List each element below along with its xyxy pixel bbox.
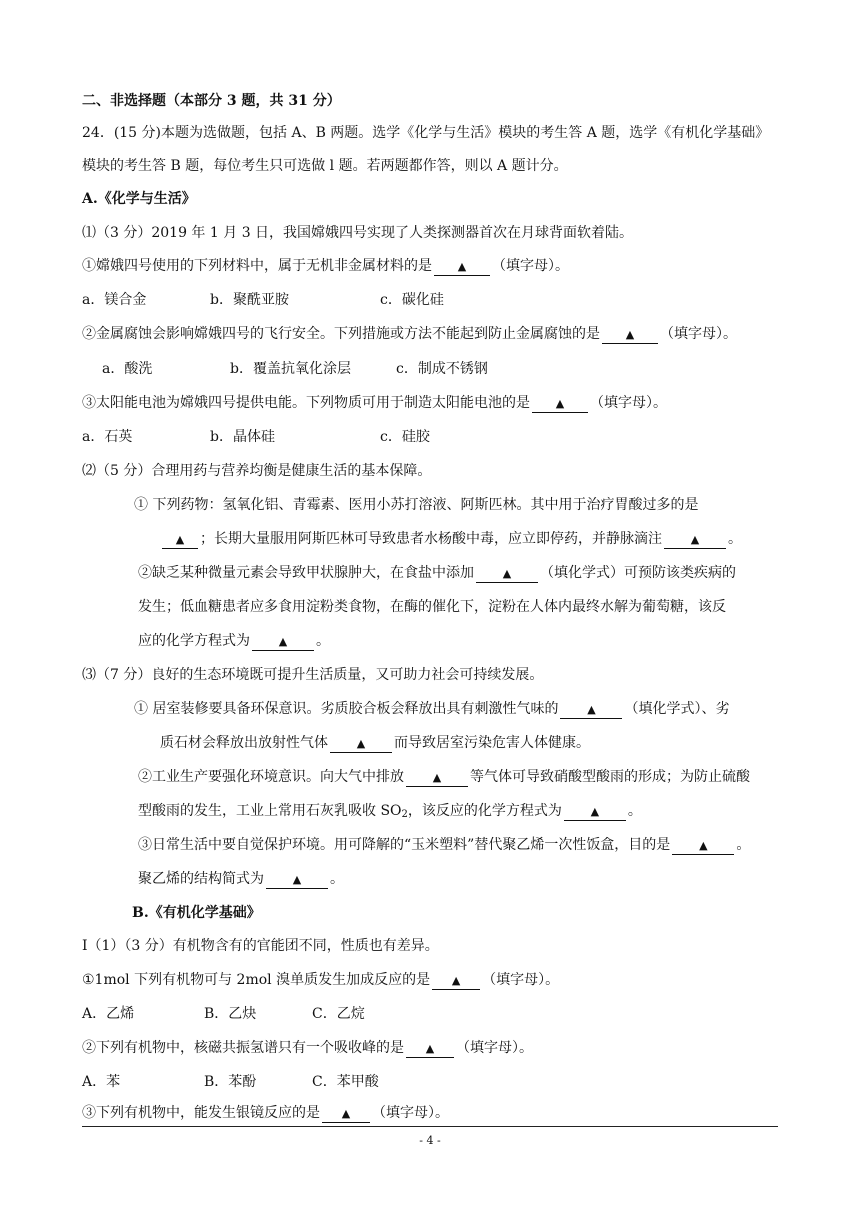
a-q2-2-line-2: 发生；低血糖患者应多食用淀粉类食物，在酶的催化下，淀粉在人体内最终水解为葡萄糖，该反 bbox=[138, 599, 726, 615]
option-c: c．碳化硅 bbox=[380, 292, 444, 308]
a-q1-2-text: ②金属腐蚀会影响嫦娥四号的飞行安全。下列措施或方法不能起到防止金属腐蚀的是 bbox=[82, 326, 600, 342]
answer-blank[interactable]: ▲ bbox=[252, 634, 314, 651]
answer-blank[interactable]: ▲ bbox=[406, 1041, 454, 1058]
a-q3-2-line-1 bbox=[138, 767, 750, 787]
answer-blank[interactable]: ▲ bbox=[330, 736, 392, 753]
a-q3-3-line-2 bbox=[138, 869, 344, 889]
a-q1-3-text: ③太阳能电池为嫦娥四号提供电能。下列物质可用于制造太阳能电池的是 bbox=[82, 395, 530, 411]
option-a: a．酸洗 bbox=[102, 361, 153, 377]
a-q2-2-line-3 bbox=[138, 631, 330, 651]
b-q1-2-text: ②下列有机物中，核磁共振氢谱只有一个吸收峰的是 bbox=[82, 1040, 404, 1056]
option-a: a．石英 bbox=[82, 429, 133, 445]
b-q1-1-hint: （填字母）。 bbox=[482, 972, 560, 988]
a-q3-2-line-2 bbox=[138, 801, 642, 821]
option-b: B．苯酚 bbox=[204, 1074, 257, 1090]
a-q3-2-text-3: 型酸雨的发生，工业上常用石灰乳吸收 SO bbox=[138, 803, 402, 819]
a-q2-2-hint: （填化学式）可预防该类疾病的 bbox=[540, 565, 736, 581]
option-c: c．硅胶 bbox=[380, 429, 430, 445]
a-q2-1-line-1: ① 下列药物：氢氧化铝、青霉素、医用小苏打溶液、阿斯匹林。其中用于治疗胃酸过多的是 bbox=[134, 497, 699, 513]
answer-blank[interactable]: ▲ bbox=[162, 532, 198, 549]
a-q2-2-eq-text: 应的化学方程式为 bbox=[138, 633, 250, 649]
answer-blank[interactable]: ▲ bbox=[602, 327, 658, 344]
option-c: c．制成不锈钢 bbox=[396, 361, 488, 377]
b-q1-1-text: ①1mol 下列有机物可与 2mol 溴单质发生加成反应的是 bbox=[82, 972, 431, 988]
a-q3-1-line-2 bbox=[160, 733, 590, 753]
a-q1-1-options bbox=[82, 290, 444, 310]
answer-blank[interactable]: ▲ bbox=[532, 396, 588, 413]
b-q1-stem: Ⅰ（1）（3 分）有机物含有的官能团不同，性质也有差异。 bbox=[82, 938, 439, 954]
a-q3-1-text-2: 质石材会释放出放射性气体 bbox=[160, 735, 328, 751]
answer-blank[interactable]: ▲ bbox=[560, 702, 622, 719]
b-q1-2-options bbox=[82, 1072, 379, 1092]
a-q2-2-text: ②缺乏某种微量元素会导致甲状腺肿大，在食盐中添加 bbox=[138, 565, 474, 581]
option-b: b．覆盖抗氧化涂层 bbox=[230, 361, 351, 377]
answer-blank[interactable]: ▲ bbox=[434, 259, 490, 276]
page-number: - 4 - bbox=[419, 1134, 441, 1147]
a-q1-1-text: ①嫦娥四号使用的下列材料中，属于无机非金属材料的是 bbox=[82, 258, 432, 274]
a-q1-3-hint: （填字母）。 bbox=[590, 395, 667, 411]
option-a: A．苯 bbox=[82, 1074, 121, 1090]
option-a: A．乙烯 bbox=[82, 1006, 135, 1022]
part-b-title: B.《有机化学基础》 bbox=[132, 905, 261, 921]
a-q1-2-hint: （填字母）。 bbox=[660, 326, 737, 342]
a-q2-stem: ⑵（5 分）合理用药与营养均衡是健康生活的基本保障。 bbox=[82, 463, 432, 479]
a-q3-1-text-3: 而导致居室污染危害人体健康。 bbox=[394, 735, 590, 751]
a-q1-2 bbox=[82, 324, 737, 344]
a-q1-3 bbox=[82, 393, 667, 413]
period: 。 bbox=[330, 871, 344, 887]
q24-intro-line-1: 24．(15 分)本题为选做题，包括 A、B 两题。选学《化学与生活》模块的考生答 A 题，选学《有机化学基础》 bbox=[82, 125, 770, 141]
answer-blank[interactable]: ▲ bbox=[664, 532, 726, 549]
section-title: 二、非选择题（本部分 3 题，共 31 分） bbox=[82, 93, 341, 109]
a-q1-stem: ⑴（3 分）2019 年 1 月 3 日，我国嫦娥四号实现了人类探测器首次在月球背面软着陆。 bbox=[82, 225, 634, 241]
subscript: 2 bbox=[401, 809, 408, 820]
a-q3-3-text-2: 聚乙烯的结构简式为 bbox=[138, 871, 264, 887]
a-q1-3-options bbox=[82, 427, 430, 447]
option-c: C．苯甲酸 bbox=[312, 1074, 379, 1090]
b-q1-1 bbox=[82, 970, 559, 990]
a-q3-2-text-4: ，该反应的化学方程式为 bbox=[407, 803, 562, 819]
footer-divider bbox=[82, 1126, 778, 1127]
q24-intro-line-2: 模块的考生答 B 题，每位考生只可选做 l 题。若两题都作答，则以 A 题计分。 bbox=[82, 158, 568, 174]
option-b: B．乙炔 bbox=[204, 1006, 257, 1022]
option-b: b．晶体硅 bbox=[210, 429, 275, 445]
b-q1-2 bbox=[82, 1038, 533, 1058]
answer-blank[interactable]: ▲ bbox=[476, 566, 538, 583]
a-q2-2-line-1 bbox=[138, 563, 736, 583]
a-q3-2-text: ②工业生产要强化环境意识。向大气中排放 bbox=[138, 769, 404, 785]
b-q1-3 bbox=[82, 1103, 449, 1123]
answer-blank[interactable]: ▲ bbox=[432, 973, 480, 990]
answer-blank[interactable]: ▲ bbox=[564, 804, 626, 821]
option-a: a．镁合金 bbox=[82, 292, 147, 308]
answer-blank[interactable]: ▲ bbox=[672, 838, 734, 855]
part-a-title: A.《化学与生活》 bbox=[82, 191, 196, 207]
a-q1-1 bbox=[82, 256, 569, 276]
a-q2-1-line-2 bbox=[160, 529, 742, 549]
period: 。 bbox=[736, 837, 751, 853]
b-q1-2-hint: （填字母）。 bbox=[456, 1040, 533, 1056]
period: 。 bbox=[627, 803, 642, 819]
answer-blank[interactable]: ▲ bbox=[266, 872, 328, 889]
a-q3-3-line-1 bbox=[138, 835, 750, 855]
b-q1-3-text: ③下列有机物中，能发生银镜反应的是 bbox=[82, 1105, 320, 1121]
a-q3-1-line-1 bbox=[134, 699, 729, 719]
period: 。 bbox=[728, 531, 742, 547]
option-c: C．乙烷 bbox=[312, 1006, 365, 1022]
b-q1-3-hint: （填字母）。 bbox=[372, 1105, 449, 1121]
a-q1-1-hint: （填字母）。 bbox=[492, 258, 569, 274]
a-q3-2-text-2: 等气体可导致硝酸型酸雨的形成；为防止硫酸 bbox=[470, 769, 750, 785]
a-q3-1-hint: （填化学式）、劣 bbox=[624, 701, 730, 717]
period: 。 bbox=[316, 633, 330, 649]
a-q3-1-text: ① 居室装修要具备环保意识。劣质胶合板会释放出具有刺激性气味的 bbox=[134, 701, 559, 717]
answer-blank[interactable]: ▲ bbox=[406, 770, 468, 787]
a-q3-3-text: ③日常生活中要自觉保护环境。用可降解的“玉米塑料”替代聚乙烯一次性饭盒，目的是 bbox=[138, 837, 671, 853]
a-q3-stem: ⑶（7 分）良好的生态环境既可提升生活质量，又可助力社会可持续发展。 bbox=[82, 667, 544, 683]
option-b: b．聚酰亚胺 bbox=[210, 292, 289, 308]
a-q2-1-text: ；长期大量服用阿斯匹林可导致患者水杨酸中毒，应立即停药，并静脉滴注 bbox=[200, 531, 662, 547]
answer-blank[interactable]: ▲ bbox=[322, 1106, 370, 1123]
a-q1-2-options bbox=[102, 359, 488, 379]
b-q1-1-options bbox=[82, 1004, 365, 1024]
